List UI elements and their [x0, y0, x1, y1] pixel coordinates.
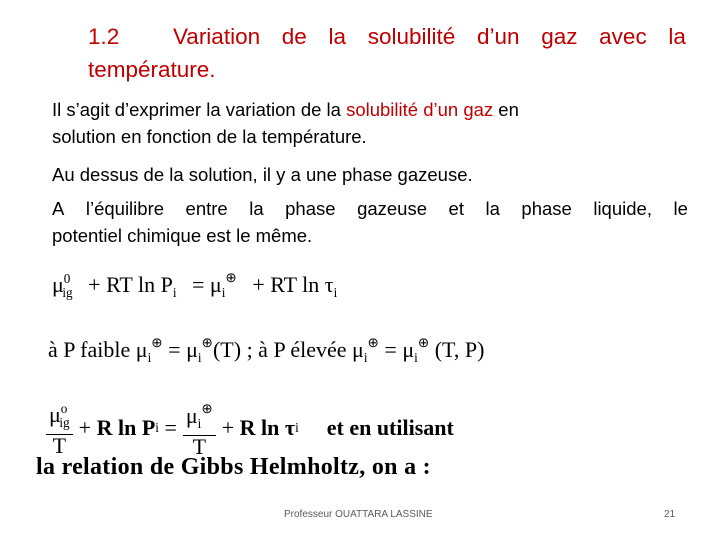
mu-symbol: μ: [402, 337, 415, 363]
high-pressure-label: ; à P élevée: [246, 337, 347, 363]
equals-sign: =: [192, 272, 205, 298]
eq-word: phase: [521, 198, 572, 219]
mu-symbol: μ: [185, 403, 198, 429]
plus-sign: +: [88, 272, 101, 298]
et-en-utilisant: et en utilisant: [326, 414, 454, 440]
equation-pressure-cases: [48, 335, 484, 366]
subscript-i: i: [333, 284, 338, 300]
equation-chemical-potential: [52, 270, 337, 301]
mu-symbol: μ: [209, 272, 222, 298]
eq-word: la: [249, 198, 264, 219]
title-word: d’un: [476, 24, 520, 49]
equals-sign: =: [384, 337, 397, 363]
footer-author: Professeur OUATTARA LASSINE: [284, 509, 433, 520]
eq-word: phase: [285, 198, 336, 219]
title-line-2: température.: [88, 57, 216, 82]
title-word: la: [668, 24, 686, 49]
title-word: solubilité: [367, 24, 456, 49]
equals-sign: =: [164, 414, 177, 440]
slide-title: [88, 20, 686, 86]
paragraph-intro-line-2: solution en fonction de la température.: [52, 126, 367, 147]
subscript-i: i: [172, 284, 177, 300]
title-word: la: [328, 24, 347, 49]
title-word: avec: [599, 24, 647, 49]
eq-word: la: [485, 198, 500, 219]
oplus-icon: ⊕: [201, 335, 213, 350]
paragraph-intro-line-1: [52, 96, 688, 123]
subscript-ig: ig: [62, 284, 73, 300]
paragraph-equilibrium: [52, 195, 688, 249]
title-word: de: [281, 24, 307, 49]
mu-symbol: μ: [49, 402, 61, 428]
eq-word: liquide,: [593, 198, 652, 219]
superscript-o: o: [60, 401, 68, 417]
mu-symbol: μ: [186, 337, 198, 363]
oplus-icon: ⊕: [367, 335, 379, 350]
plus-sign: +: [221, 414, 235, 440]
intro-text-start: Il s’agit d’exprimer la variation de la: [52, 99, 347, 120]
rt-ln-p: RT ln P: [106, 272, 173, 298]
equals-sign: =: [168, 337, 181, 363]
subscript-i: i: [221, 284, 226, 300]
gibbs-helmholtz-line: la relation de Gibbs Helmholtz, on a :: [36, 454, 431, 480]
subscript-i: i: [414, 349, 418, 365]
eq-word: l’équilibre: [85, 198, 165, 219]
page-number: 21: [664, 509, 676, 520]
equation-divided-by-t: [40, 398, 454, 458]
subscript-ig: ig: [59, 415, 70, 431]
rt-ln-tau: RT ln τ: [270, 272, 334, 298]
oplus-icon: ⊕: [151, 335, 163, 350]
eq-word: A: [52, 198, 65, 219]
tp-argument: (T, P): [434, 337, 485, 363]
title-number: 1.2: [88, 24, 120, 49]
subscript-i: i: [363, 349, 368, 365]
oplus-icon: ⊕: [417, 335, 430, 350]
plus-sign: +: [252, 272, 265, 298]
paragraph-equilibrium-line-1: [52, 195, 688, 222]
title-word: gaz: [541, 24, 578, 49]
mu-symbol: μ: [52, 272, 64, 298]
paragraph-intro: [52, 96, 688, 150]
paragraph-gas-phase: Au dessus de la solution, il y a une phase gazeuse.: [52, 164, 473, 185]
intro-text-end: en: [493, 99, 519, 120]
fraction-denominator: T: [192, 433, 207, 459]
oplus-icon: ⊕: [201, 401, 213, 416]
superscript-zero: 0: [63, 270, 71, 286]
r-ln-tau: R ln τ: [239, 414, 296, 440]
title-word: Variation: [172, 24, 261, 49]
subscript-i: i: [197, 349, 202, 365]
mu-symbol: μ: [352, 337, 364, 363]
low-pressure-label: à P faible: [48, 337, 131, 363]
paragraph-equilibrium-line-2: potentiel chimique est le même.: [52, 225, 313, 246]
subscript-i: i: [295, 419, 299, 435]
eq-word: gazeuse: [357, 198, 428, 219]
eq-word: entre: [185, 198, 228, 219]
r-ln-p: R ln P: [96, 414, 156, 440]
title-line-1: [88, 20, 686, 53]
subscript-i: i: [155, 419, 159, 435]
fraction-mu-i-over-t: [183, 398, 216, 458]
eq-word: le: [673, 198, 688, 219]
plus-sign: +: [78, 414, 92, 440]
highlight-solubility: solubilité d’un gaz: [346, 99, 494, 120]
fraction-numerator: [183, 398, 216, 436]
fraction-mu-ig-over-t: [46, 398, 73, 457]
subscript-i: i: [197, 415, 202, 431]
mu-symbol: μ: [135, 337, 148, 363]
eq-word: et: [448, 198, 464, 219]
fraction-numerator: [46, 398, 73, 435]
subscript-i: i: [147, 349, 152, 365]
oplus-icon: ⊕: [225, 270, 237, 285]
fraction-denominator: T: [52, 433, 67, 459]
t-argument: (T): [212, 337, 242, 363]
